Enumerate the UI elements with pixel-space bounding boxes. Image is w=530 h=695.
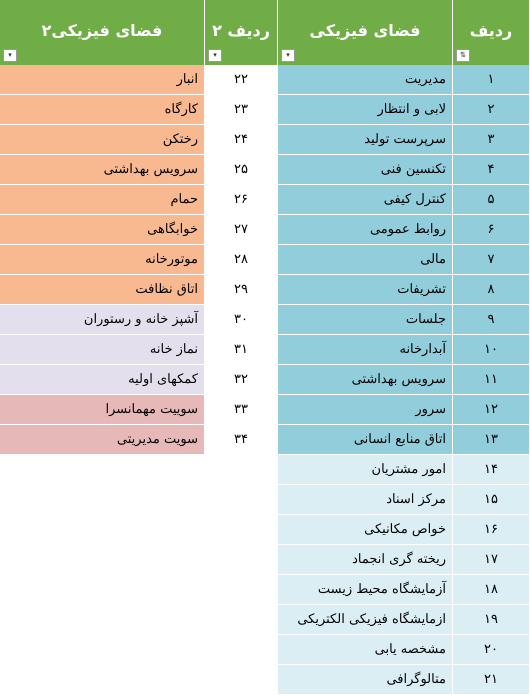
space-name-cell[interactable]: مشخصه یابی	[278, 635, 453, 664]
table-row	[0, 65, 278, 95]
table-row	[0, 305, 278, 335]
space-name-cell[interactable]: ازمایشگاه فیزیکی الکتریکی	[278, 605, 453, 634]
space2-name-cell[interactable]: خوابگاهی	[0, 215, 205, 244]
space-name-cell[interactable]: سرور	[278, 395, 453, 424]
space2-number-cell[interactable]: ۲۴	[205, 125, 278, 154]
space2-name-cell[interactable]: کارگاه	[0, 95, 205, 124]
space-name-cell[interactable]: اتاق منابع انسانی	[278, 425, 453, 454]
space-name-cell[interactable]: روابط عمومی	[278, 215, 453, 244]
space-name-cell[interactable]: متالوگرافی	[278, 665, 453, 694]
space2-number-cell[interactable]: ۳۰	[205, 305, 278, 334]
table-row	[0, 425, 278, 455]
space-number-cell[interactable]: ۱۲	[453, 395, 530, 424]
space2-name-cell[interactable]: انبار	[0, 65, 205, 94]
table-row	[278, 335, 530, 365]
table-row	[278, 515, 530, 545]
space-name-cell[interactable]: مرکز اسناد	[278, 485, 453, 514]
table-row	[278, 455, 530, 485]
space-name-cell[interactable]: امور مشتریان	[278, 455, 453, 484]
header-radif2-label: ردیف ۲	[212, 21, 270, 40]
header-radif[interactable]	[453, 0, 530, 65]
table-row	[278, 575, 530, 605]
header-radif-label: ردیف	[469, 21, 513, 40]
table-row	[278, 395, 530, 425]
space-name-cell[interactable]: ریخته گری انجماد	[278, 545, 453, 574]
table-row	[278, 125, 530, 155]
space-name-cell[interactable]: مدیریت	[278, 65, 453, 94]
space-name-cell[interactable]: سرویس بهداشتی	[278, 365, 453, 394]
dropdown-filter-icon[interactable]: ▾	[281, 49, 295, 62]
space-number-cell[interactable]: ۱۴	[453, 455, 530, 484]
table-row	[0, 245, 278, 275]
header-space-label: فضای فیزیکی	[309, 21, 421, 40]
space2-name-cell[interactable]: موتورخانه	[0, 245, 205, 274]
space-name-cell[interactable]: لابی و انتظار	[278, 95, 453, 124]
space-number-cell[interactable]: ۱	[453, 65, 530, 94]
space2-number-cell[interactable]: ۳۱	[205, 335, 278, 364]
table-row	[278, 275, 530, 305]
table-row	[278, 215, 530, 245]
space-name-cell[interactable]: سرپرست تولید	[278, 125, 453, 154]
table-row	[278, 665, 530, 695]
table-row	[278, 425, 530, 455]
space-number-cell[interactable]: ۱۱	[453, 365, 530, 394]
table-row	[0, 395, 278, 425]
space-number-cell[interactable]: ۲	[453, 95, 530, 124]
table-row	[278, 305, 530, 335]
space-number-cell[interactable]: ۱۷	[453, 545, 530, 574]
space2-name-cell[interactable]: رختکن	[0, 125, 205, 154]
space-number-cell[interactable]: ۷	[453, 245, 530, 274]
table-row	[278, 245, 530, 275]
table-row	[278, 485, 530, 515]
space2-number-cell[interactable]: ۳۴	[205, 425, 278, 454]
space2-number-cell[interactable]: ۲۶	[205, 185, 278, 214]
space2-number-cell[interactable]: ۲۸	[205, 245, 278, 274]
space-number-cell[interactable]: ۱۸	[453, 575, 530, 604]
table-row	[0, 365, 278, 395]
space2-name-cell[interactable]: سوییت مهمانسرا	[0, 395, 205, 424]
space-number-cell[interactable]: ۱۵	[453, 485, 530, 514]
table-row	[278, 635, 530, 665]
header-space[interactable]	[278, 0, 453, 65]
space-number-cell[interactable]: ۸	[453, 275, 530, 304]
space2-name-cell[interactable]: نماز خانه	[0, 335, 205, 364]
space-name-cell[interactable]: آبدارخانه	[278, 335, 453, 364]
dropdown-filter-icon[interactable]: ▾	[3, 49, 17, 62]
table-row	[0, 155, 278, 185]
space2-number-cell[interactable]: ۲۳	[205, 95, 278, 124]
space2-name-cell[interactable]: آشپز خانه و رستوران	[0, 305, 205, 334]
space2-name-cell[interactable]: سویت مدیریتی	[0, 425, 205, 454]
space2-number-cell[interactable]: ۲۵	[205, 155, 278, 184]
header-space2-label: فضای فیزیکی۲	[41, 21, 163, 40]
space-number-cell[interactable]: ۱۶	[453, 515, 530, 544]
space-number-cell[interactable]: ۴	[453, 155, 530, 184]
table-row	[0, 185, 278, 215]
table-row	[0, 335, 278, 365]
table-row	[278, 155, 530, 185]
space-number-cell[interactable]: ۲۱	[453, 665, 530, 694]
space-number-cell[interactable]: ۶	[453, 215, 530, 244]
table-row	[0, 125, 278, 155]
space-number-cell[interactable]: ۹	[453, 305, 530, 334]
space-name-cell[interactable]: جلسات	[278, 305, 453, 334]
sort-filter-icon[interactable]: ⇅	[456, 49, 470, 62]
table-row	[0, 95, 278, 125]
table-row	[278, 65, 530, 95]
space2-number-cell[interactable]: ۳۲	[205, 365, 278, 394]
space-name-cell[interactable]: مالی	[278, 245, 453, 274]
table-row	[278, 95, 530, 125]
header-radif2[interactable]	[205, 0, 278, 65]
space-number-cell[interactable]: ۱۰	[453, 335, 530, 364]
space-number-cell[interactable]: ۵	[453, 185, 530, 214]
table-row	[0, 215, 278, 245]
space2-name-cell[interactable]: حمام	[0, 185, 205, 214]
space-name-cell[interactable]: کنترل کیفی	[278, 185, 453, 214]
space-number-cell[interactable]: ۱۹	[453, 605, 530, 634]
space2-name-cell[interactable]: اتاق نظافت	[0, 275, 205, 304]
space2-name-cell[interactable]: سرویس بهداشتی	[0, 155, 205, 184]
space-name-cell[interactable]: تشریفات	[278, 275, 453, 304]
space2-number-cell[interactable]: ۲۹	[205, 275, 278, 304]
space2-name-cell[interactable]: کمکهای اولیه	[0, 365, 205, 394]
table-row	[278, 365, 530, 395]
space-name-cell[interactable]: آزمایشگاه محیط زیست	[278, 575, 453, 604]
space-number-cell[interactable]: ۳	[453, 125, 530, 154]
space2-number-cell[interactable]: ۲۷	[205, 215, 278, 244]
space2-number-cell[interactable]: ۳۳	[205, 395, 278, 424]
dropdown-filter-icon[interactable]: ▾	[208, 49, 222, 62]
table-row	[278, 545, 530, 575]
space-number-cell[interactable]: ۱۳	[453, 425, 530, 454]
table-row	[278, 605, 530, 635]
header-space2[interactable]	[0, 0, 205, 65]
space2-number-cell[interactable]: ۲۲	[205, 65, 278, 94]
space-name-cell[interactable]: تکنسین فنی	[278, 155, 453, 184]
space-name-cell[interactable]: خواص مکانیکی	[278, 515, 453, 544]
table-row	[0, 275, 278, 305]
table-row	[278, 185, 530, 215]
space-number-cell[interactable]: ۲۰	[453, 635, 530, 664]
